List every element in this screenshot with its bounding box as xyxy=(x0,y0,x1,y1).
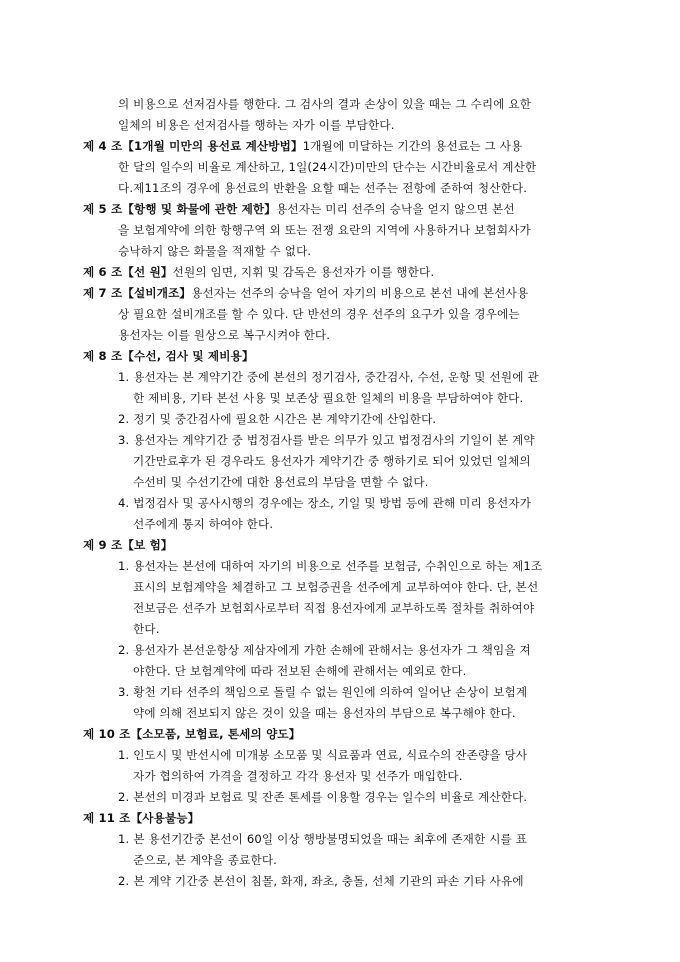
list-item: 2. 본 계약 기간중 본선이 침몰, 화재, 좌초, 충돌, 선체 기관의 파손 기타 사유에 xyxy=(118,874,524,888)
text-line: 한 달의 일수의 비율로 계산하고, 1일(24시간)미만의 단수는 시간비율로서 계산한 xyxy=(118,160,537,174)
text-line: 승낙하지 않은 화물을 적재할 수 없다. xyxy=(118,244,312,258)
article-10 xyxy=(83,727,301,741)
article-heading: 제 10 조【소모품, 보험료, 톤세의 양도】 xyxy=(83,727,301,741)
list-item: 3. 용선자는 계약기간 중 법정검사를 받은 의무가 있고 법정검사의 기일이 본 계약 xyxy=(118,433,535,447)
article-text: 용선자는 선주의 승낙을 얻어 자기의 비용으로 본선 내에 본선사용 xyxy=(191,286,529,300)
article-text: 선원의 임면, 지휘 및 감독은 용선자가 이를 행한다. xyxy=(172,265,435,279)
list-item: 2. 본선의 미경과 보험료 및 잔존 톤세를 이용할 경우는 일수의 비율로 계산한다. xyxy=(118,790,528,804)
list-item: 4. 법정검사 및 공사시행의 경우에는 장소, 기일 및 방법 등에 관해 미리 용선자가 xyxy=(118,496,532,510)
article-5 xyxy=(83,202,515,216)
text-line: 일체의 비용은 선저검사를 행하는 자가 이를 부담한다. xyxy=(118,118,395,132)
article-heading: 제 11 조【사용불능】 xyxy=(83,811,200,825)
text-line: 야한다. 단 보험계약에 따라 전보된 손해에 관해서는 예외로 한다. xyxy=(133,664,467,678)
article-heading: 제 6 조【선 원】 xyxy=(83,265,173,279)
text-line: 수선비 및 수선기간에 대한 용선료의 부담을 면할 수 없다. xyxy=(133,475,429,489)
text-line: 약에 의해 전보되지 않은 것이 있을 때는 용선자의 부담으로 복구해야 한다. xyxy=(133,706,516,720)
text-line: 다.제11조의 경우에 용선료의 반환을 요할 때는 선주는 전항에 준하여 청산한다. xyxy=(118,181,528,195)
article-9 xyxy=(83,538,173,552)
text-line: 준으로, 본 계약을 종료한다. xyxy=(133,853,278,867)
text-line: 한다. xyxy=(133,622,160,636)
text-line: 자가 협의하여 가격을 결정하고 각각 용선자 및 선주가 매입한다. xyxy=(133,769,463,783)
article-heading: 제 4 조【1개월 미만의 용선료 계산방법】 xyxy=(83,139,303,153)
article-7 xyxy=(83,286,528,300)
list-item: 2. 정기 및 중간검사에 필요한 시간은 본 계약기간에 산입한다. xyxy=(118,412,437,426)
article-11 xyxy=(83,811,199,825)
article-4 xyxy=(83,139,522,153)
article-text: 용선자는 미리 선주의 승낙을 얻지 않으면 본선 xyxy=(276,202,515,216)
list-item: 2. 용선자가 본선운항상 제삼자에게 가한 손해에 관해서는 용선자가 그 책임을 져 xyxy=(118,643,531,657)
article-heading: 제 7 조【설비개조】 xyxy=(83,286,192,300)
text-line: 용선자는 이를 원상으로 복구시켜야 한다. xyxy=(118,328,331,342)
article-6 xyxy=(83,265,434,279)
text-line: 한 제비용, 기타 본선 사용 및 보존상 필요한 일체의 비용을 부담하여야 한다. xyxy=(133,391,524,405)
text-line: 표시의 보험계약을 체결하고 그 보험증권을 선주에게 교부하여야 한다. 단, 본선 xyxy=(133,580,539,594)
text-line: 을 보험계약에 의한 항행구역 외 또는 전쟁 요란의 지역에 사용하거나 보험회사가 xyxy=(118,223,531,237)
text-line: 의 비용으로 선저검사를 행한다. 그 검사의 결과 손상이 있을 때는 그 수리에 요한 xyxy=(118,97,532,111)
article-heading: 제 8 조【수선, 검사 및 제비용】 xyxy=(83,349,254,363)
list-item: 1. 본 용선기간중 본선이 60일 이상 행방불명되었을 때는 최후에 존재한 시를 표 xyxy=(118,832,528,846)
text-line: 상 필요한 설비개조를 할 수 있다. 단 반선의 경우 선주의 요구가 있을 경우에는 xyxy=(118,307,520,321)
list-item: 3. 황천 기타 선주의 책임으로 돌릴 수 없는 원인에 의하여 일어난 손상이 보험계 xyxy=(118,685,528,699)
text-line: 기간만료후가 된 경우라도 용선자가 계약기간 중 행하기로 되어 있었던 일체의 xyxy=(133,454,531,468)
article-text: 1개월에 미달하는 기간의 용선료는 그 사용 xyxy=(302,139,523,153)
text-line: 선주에게 통지 하여야 한다. xyxy=(133,517,274,531)
article-heading: 제 9 조【보 험】 xyxy=(83,538,173,552)
text-line: 전보금은 선주가 보험회사로부터 직접 용선자에게 교부하도록 절차를 취하여야 xyxy=(133,601,535,615)
article-heading: 제 5 조【항행 및 화물에 관한 제한】 xyxy=(83,202,277,216)
list-item: 1. 용선자는 본 계약기간 중에 본선의 정기검사, 중간검사, 수선, 운항 및 선원에 관 xyxy=(118,370,539,384)
article-8 xyxy=(83,349,254,363)
list-item: 1. 인도시 및 반선시에 미개봉 소모품 및 식료품과 연료, 식료수의 잔존량을 당사 xyxy=(118,748,528,762)
list-item: 1. 용선자는 본선에 대하여 자기의 비용으로 선주를 보험금, 수취인으로 하는 제1조 xyxy=(118,559,543,573)
